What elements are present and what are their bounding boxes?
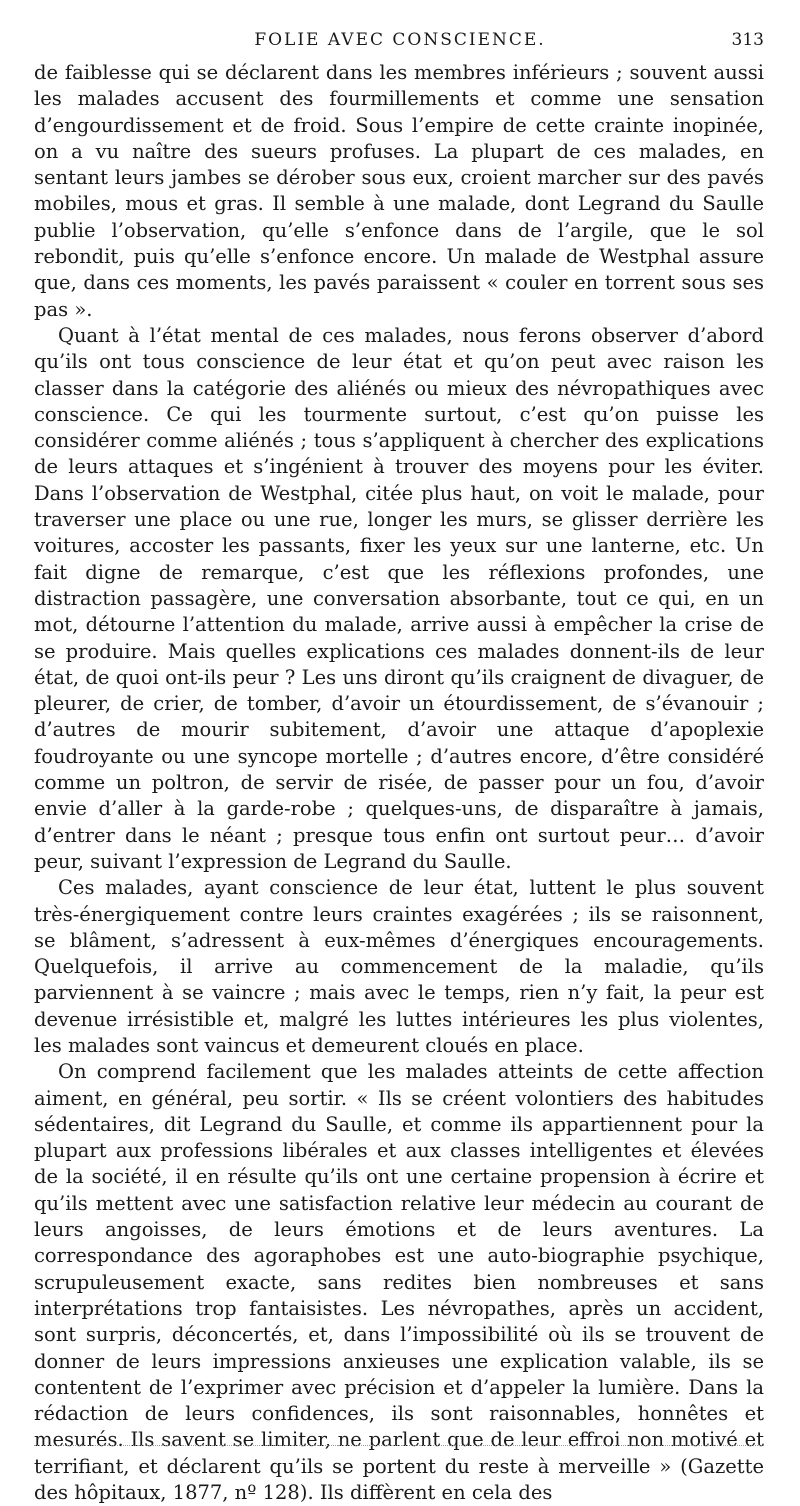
paragraph-1: de faiblesse qui se déclarent dans les membres inférieurs ; souvent aussi les malades accusent des fourmillements et comme une sensation d’engourdissement et de froid. Sous l’empire de cette crainte inopinée, on a vu naître des sueurs profuses. La plupart de ces malades, en sentant leurs jambes se dérober sous eux, croient marcher sur des pavés mobiles, mous et gras. Il semble à une malade, dont Legrand du Saulle publie l’observation, qu’elle s’enfonce dans de l’argile, que le sol rebondit, puis qu’elle s’enfonce encore. Un malade de Westphal assure que, dans ces moments, les pavés paraissent « couler en torrent sous ses pas ».: [34, 61, 764, 321]
running-title: FOLIE AVEC CONSCIENCE.: [254, 30, 546, 50]
footer-dotted-rule: [34, 1445, 764, 1446]
paragraph-3: Ces malades, ayant conscience de leur état, luttent le plus souvent très-énergiquement contre leurs craintes exagérées ; ils se raisonnent, se blâment, s’adressent à eux-mêmes d’énergiques encouragements. Quelquefois, il arrive au commencement de la maladie, qu’ils parviennent à se vaincre ; mais avec le temps, rien n’y fait, la peur est devenue irrésistible et, malgré les luttes intérieures les plus violentes, les malades sont vaincus et demeurent cloués en place.: [34, 876, 764, 1057]
page-header: [0, 30, 800, 56]
body-text: [34, 60, 764, 1506]
paragraph-4: On comprend facilement que les malades atteints de cette affection aiment, en général, peu sortir. « Ils se créent volontiers des habitudes sédentaires, dit Legrand du Saulle, et comme ils appartiennent pour la plupart aux professions libérales et aux classes intelligentes et élevées de la société, il en résulte qu’ils ont une certaine propension à écrire et qu’ils mettent avec une satisfaction relative leur médecin au courant de leurs angoisses, de leurs émotions et de leurs aventures. La correspondance des agoraphobes est une auto-biographie psychique, scrupuleusement exacte, sans redites bien nombreuses et sans interprétations trop fantaisistes. Les névropathes, après un accident, sont surpris, déconcertés, et, dans l’impossibilité où ils se trouvent de donner de leurs impressions anxieuses une explication valable, ils se contentent de l’exprimer avec précision et d’appeler la lumière. Dans la rédaction de leurs confidences, ils sont raisonnables, honnêtes et mesurés. Ils savent se limiter, ne parlent que de leur effroi non motivé et terrifiant, et déclarent qu’ils se portent du reste à merveille » (Gazette des hôpitaux, 1877, nº 128). Ils diffèrent en cela des: [34, 1060, 764, 1505]
paragraph-2: Quant à l’état mental de ces malades, nous ferons observer d’abord qu’ils ont tous conscience de leur état et qu’on peut avec raison les classer dans la catégorie des aliénés ou mieux des névropathiques avec conscience. Ce qui les tourmente surtout, c’est qu’on puisse les considérer comme aliénés ; tous s’appliquent à chercher des explications de leurs attaques et s’ingénient à trouver des moyens pour les éviter. Dans l’observation de Westphal, citée plus haut, on voit le malade, pour traverser une place ou une rue, longer les murs, se glisser derrière les voitures, accoster les passants, fixer les yeux sur une lanterne, etc. Un fait digne de remarque, c’est que les réflexions profondes, une distraction passagère, une conversation absorbante, tout ce qui, en un mot, détourne l’attention du malade, arrive aussi à empêcher la crise de se produire. Mais quelles explications ces malades donnent-ils de leur état, de quoi ont-ils peur ? Les uns diront qu’ils craignent de divaguer, de pleurer, de crier, de tomber, d’avoir un étourdissement, de s’évanouir ; d’autres de mourir subitement, d’avoir une attaque d’apoplexie foudroyante ou une syncope mortelle ; d’autres encore, d’être considéré comme un poltron, de servir de risée, de passer pour un fou, d’avoir envie d’aller à la garde-robe ; quelques-uns, de disparaître à jamais, d’entrer dans le néant ; presque tous enfin ont surtout peur… d’avoir peur, suivant l’expression de Legrand du Saulle.: [34, 323, 764, 873]
page-number: 313: [731, 30, 764, 50]
